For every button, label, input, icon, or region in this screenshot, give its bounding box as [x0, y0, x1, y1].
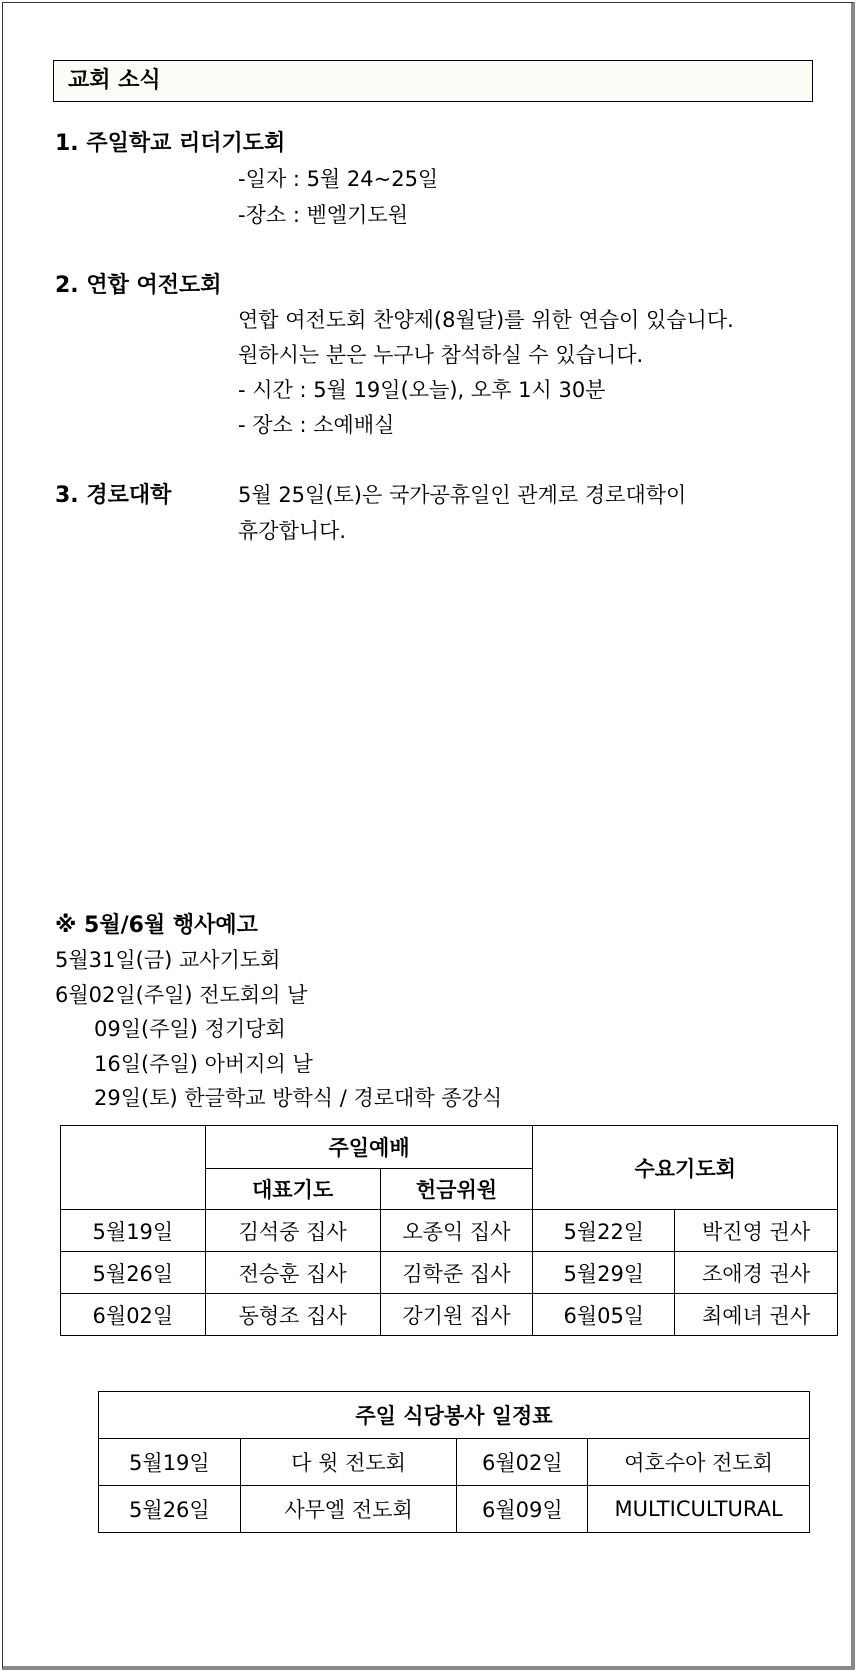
table-row — [99, 1439, 810, 1486]
table-cell: 6월09일 — [457, 1486, 588, 1533]
event-line: 09일(주일) 정기당회 — [94, 1017, 286, 1041]
meal-table — [98, 1391, 810, 1533]
item-line: -장소 : 벧엘기도원 — [238, 203, 409, 227]
item-line: 5월 25일(토)은 국가공휴일인 관계로 경로대학이 — [238, 483, 687, 507]
table-cell: 다 윗 전도회 — [240, 1439, 457, 1486]
item-line: 휴강합니다. — [238, 519, 347, 543]
item-line: 원하시는 분은 누구나 참석하실 수 있습니다. — [238, 343, 644, 367]
table-row — [99, 1486, 810, 1533]
sunday-group-header: 주일예배 — [205, 1126, 533, 1169]
wednesday-group-header: 수요기도회 — [533, 1126, 838, 1210]
table-cell: 강기원 집사 — [380, 1294, 533, 1336]
event-line: 16일(주일) 아버지의 날 — [94, 1052, 313, 1076]
events-title: ※ 5월/6월 행사예고 — [55, 913, 258, 938]
section-header: 교회 소식 — [53, 60, 813, 102]
item-heading-2: 2. 연합 여전도회 — [55, 273, 222, 298]
event-line: 6월02일(주일) 전도회의 날 — [55, 983, 308, 1007]
item-line: - 장소 : 소예배실 — [238, 413, 395, 437]
table-cell: 오종익 집사 — [380, 1210, 533, 1252]
item-line: -일자 : 5월 24~25일 — [238, 167, 439, 191]
prayer-column-header: 대표기도 — [205, 1169, 380, 1210]
duty-table — [60, 1125, 838, 1336]
table-cell: 사무엘 전도회 — [240, 1486, 457, 1533]
table-cell: 5월22일 — [533, 1210, 675, 1252]
table-cell: 6월02일 — [61, 1294, 206, 1336]
table-row — [61, 1252, 838, 1294]
offering-column-header: 헌금위원 — [380, 1169, 533, 1210]
table-cell: 박진영 권사 — [675, 1210, 838, 1252]
table-cell: 5월26일 — [61, 1252, 206, 1294]
table-cell: 전승훈 집사 — [205, 1252, 380, 1294]
duty-table-corner — [61, 1126, 206, 1210]
event-line: 29일(토) 한글학교 방학식 / 경로대학 종강식 — [94, 1086, 503, 1110]
table-cell: 김석중 집사 — [205, 1210, 380, 1252]
table-cell: 조애경 권사 — [675, 1252, 838, 1294]
table-cell: 5월19일 — [61, 1210, 206, 1252]
table-row — [61, 1210, 838, 1252]
table-row — [61, 1294, 838, 1336]
table-cell: 동형조 집사 — [205, 1294, 380, 1336]
table-cell: 5월29일 — [533, 1252, 675, 1294]
item-heading-1: 1. 주일학교 리더기도회 — [55, 131, 286, 156]
item-heading-3: 3. 경로대학 — [55, 483, 172, 508]
table-cell: MULTICULTURAL — [588, 1486, 810, 1533]
item-line: 연합 여전도회 찬양제(8월달)를 위한 연습이 있습니다. — [238, 308, 734, 332]
event-line: 5월31일(금) 교사기도회 — [55, 948, 281, 972]
table-cell: 최예녀 권사 — [675, 1294, 838, 1336]
table-cell: 여호수아 전도회 — [588, 1439, 810, 1486]
meal-table-title: 주일 식당봉사 일정표 — [99, 1392, 810, 1439]
table-cell: 5월19일 — [99, 1439, 241, 1486]
table-cell: 김학준 집사 — [380, 1252, 533, 1294]
table-cell: 6월05일 — [533, 1294, 675, 1336]
table-cell: 6월02일 — [457, 1439, 588, 1486]
item-line: - 시간 : 5월 19일(오늘), 오후 1시 30분 — [238, 378, 606, 402]
table-cell: 5월26일 — [99, 1486, 241, 1533]
